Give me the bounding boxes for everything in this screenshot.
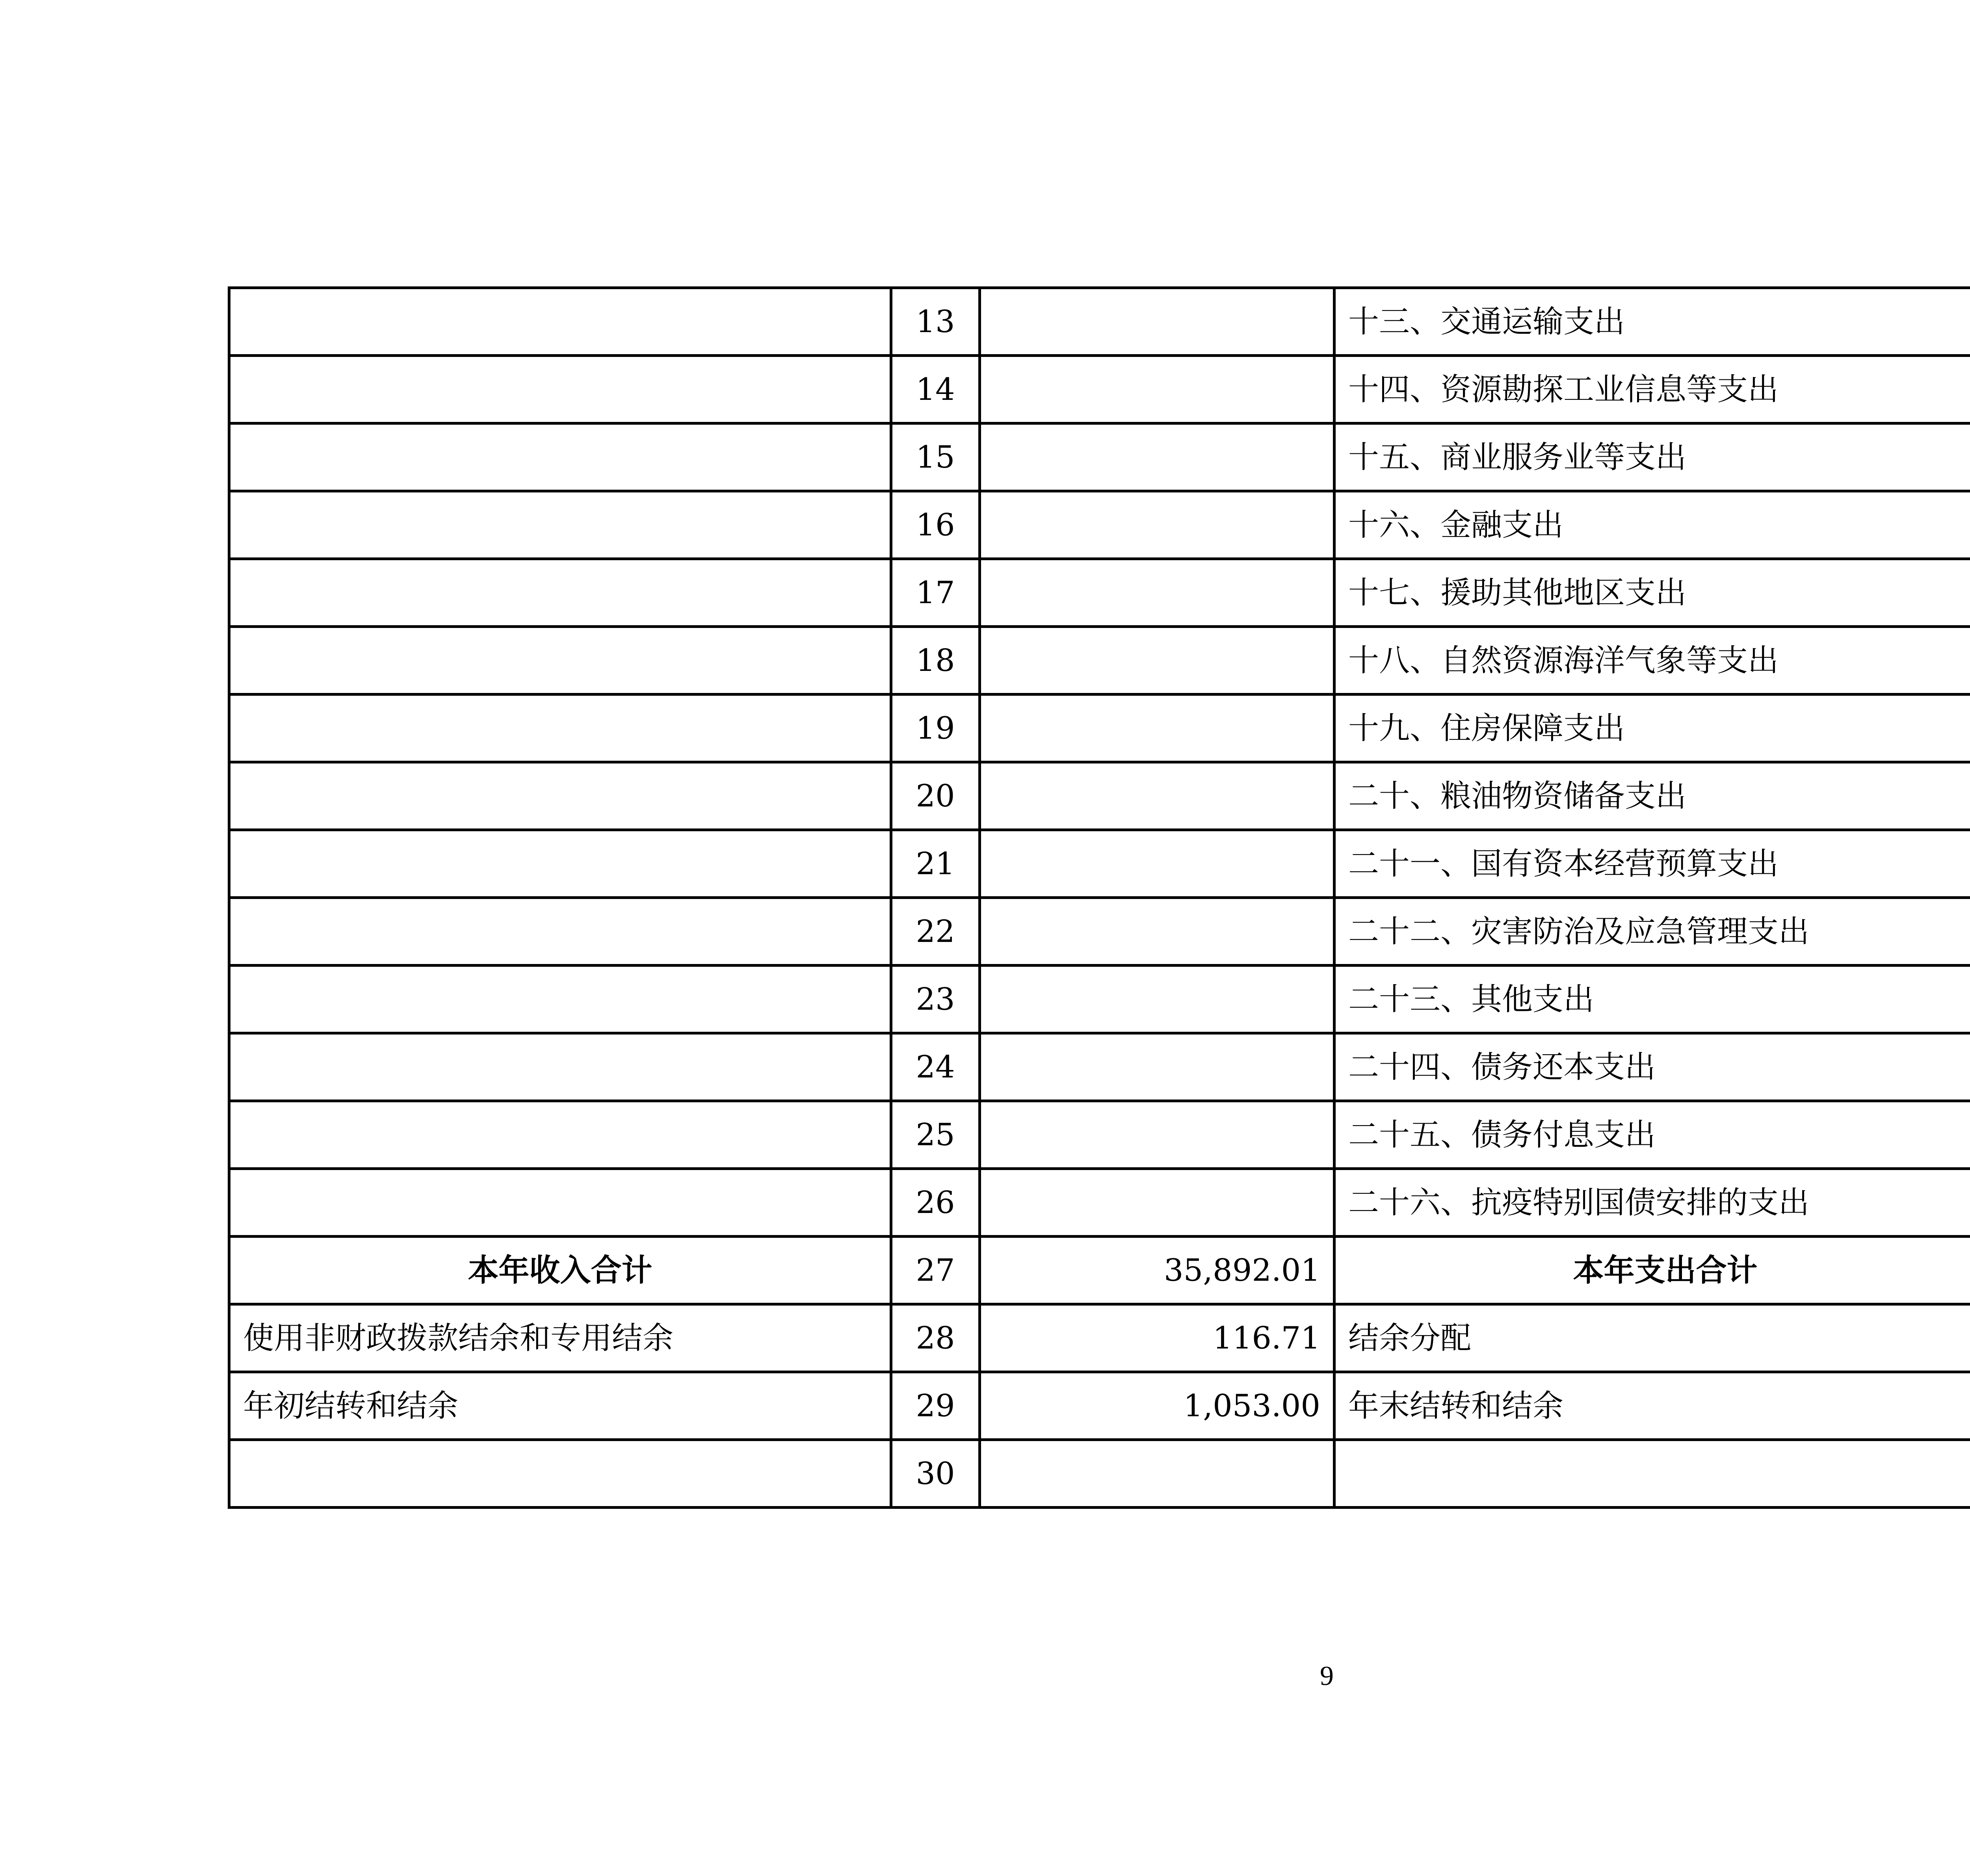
income-line-no-cell: 24 bbox=[891, 1033, 980, 1101]
table-row bbox=[229, 1169, 1970, 1237]
income-amount-cell bbox=[980, 356, 1334, 423]
table-row bbox=[229, 1101, 1970, 1169]
table-row bbox=[229, 559, 1970, 627]
income-line-no-cell: 14 bbox=[891, 356, 980, 423]
income-amount-cell bbox=[980, 1169, 1334, 1237]
income-item-cell bbox=[229, 288, 891, 356]
income-amount-cell bbox=[980, 1033, 1334, 1101]
income-line-no-cell: 19 bbox=[891, 695, 980, 762]
income-line-no-cell: 20 bbox=[891, 762, 980, 830]
expense-item-cell: 二十四、债务还本支出 bbox=[1334, 1033, 1970, 1101]
page-number: 9 bbox=[1320, 1661, 1334, 1691]
income-line-no-cell: 21 bbox=[891, 830, 980, 898]
income-item-cell: 使用非财政拨款结余和专用结余 bbox=[229, 1304, 891, 1372]
expense-item-cell: 十八、自然资源海洋气象等支出 bbox=[1334, 627, 1970, 695]
expense-item-cell: 结余分配 bbox=[1334, 1304, 1970, 1372]
income-line-no-cell: 22 bbox=[891, 898, 980, 966]
expense-item-cell: 十七、援助其他地区支出 bbox=[1334, 559, 1970, 627]
table-row bbox=[229, 695, 1970, 762]
income-line-no-cell: 18 bbox=[891, 627, 980, 695]
income-amount-cell: 116.71 bbox=[980, 1304, 1334, 1372]
income-line-no-cell: 15 bbox=[891, 423, 980, 491]
income-amount-cell bbox=[980, 423, 1334, 491]
table-row bbox=[229, 966, 1970, 1033]
income-line-no-cell: 23 bbox=[891, 966, 980, 1033]
table-row bbox=[229, 288, 1970, 356]
income-amount-cell: 35,892.01 bbox=[980, 1237, 1334, 1304]
income-line-no-cell: 28 bbox=[891, 1304, 980, 1372]
table-row bbox=[229, 1304, 1970, 1372]
table-body bbox=[229, 288, 1970, 1508]
income-amount-cell bbox=[980, 627, 1334, 695]
income-amount-cell bbox=[980, 762, 1334, 830]
income-amount-cell bbox=[980, 1440, 1334, 1508]
expense-item-cell: 二十六、抗疫特别国债安排的支出 bbox=[1334, 1169, 1970, 1237]
income-item-cell bbox=[229, 695, 891, 762]
income-item-cell bbox=[229, 966, 891, 1033]
income-item-cell bbox=[229, 559, 891, 627]
income-line-no-cell: 30 bbox=[891, 1440, 980, 1508]
income-item-cell bbox=[229, 491, 891, 559]
income-amount-cell bbox=[980, 966, 1334, 1033]
income-line-no-cell: 16 bbox=[891, 491, 980, 559]
table-row bbox=[229, 898, 1970, 966]
income-line-no-cell: 26 bbox=[891, 1169, 980, 1237]
income-line-no-cell: 17 bbox=[891, 559, 980, 627]
income-item-cell bbox=[229, 830, 891, 898]
income-line-no-cell: 25 bbox=[891, 1101, 980, 1169]
income-item-cell bbox=[229, 1033, 891, 1101]
income-line-no-cell: 27 bbox=[891, 1237, 980, 1304]
expense-total-label: 本年支出合计 bbox=[1334, 1237, 1970, 1304]
totals-row bbox=[229, 1237, 1970, 1304]
expense-item-cell: 二十一、国有资本经营预算支出 bbox=[1334, 830, 1970, 898]
expense-item-cell: 十三、交通运输支出 bbox=[1334, 288, 1970, 356]
income-item-cell bbox=[229, 762, 891, 830]
expense-item-cell: 二十三、其他支出 bbox=[1334, 966, 1970, 1033]
income-total-label: 本年收入合计 bbox=[229, 1237, 891, 1304]
income-item-cell bbox=[229, 1169, 891, 1237]
expense-item-cell: 十六、金融支出 bbox=[1334, 491, 1970, 559]
income-line-no-cell: 13 bbox=[891, 288, 980, 356]
income-amount-cell bbox=[980, 898, 1334, 966]
income-item-cell bbox=[229, 627, 891, 695]
income-expense-table bbox=[228, 286, 1970, 1509]
income-item-cell: 年初结转和结余 bbox=[229, 1372, 891, 1440]
income-item-cell bbox=[229, 1101, 891, 1169]
expense-item-cell: 十九、住房保障支出 bbox=[1334, 695, 1970, 762]
table-row bbox=[229, 356, 1970, 423]
income-item-cell bbox=[229, 1440, 891, 1508]
expense-item-cell bbox=[1334, 1440, 1970, 1508]
table-row bbox=[229, 830, 1970, 898]
expense-item-cell: 二十五、债务付息支出 bbox=[1334, 1101, 1970, 1169]
table-row bbox=[229, 762, 1970, 830]
table-row bbox=[229, 1372, 1970, 1440]
expense-item-cell: 十五、商业服务业等支出 bbox=[1334, 423, 1970, 491]
income-item-cell bbox=[229, 898, 891, 966]
table-row bbox=[229, 627, 1970, 695]
income-item-cell bbox=[229, 356, 891, 423]
income-line-no-cell: 29 bbox=[891, 1372, 980, 1440]
table-row bbox=[229, 1033, 1970, 1101]
income-amount-cell: 1,053.00 bbox=[980, 1372, 1334, 1440]
income-amount-cell bbox=[980, 1101, 1334, 1169]
table-row bbox=[229, 491, 1970, 559]
expense-item-cell: 年末结转和结余 bbox=[1334, 1372, 1970, 1440]
expense-item-cell: 二十、粮油物资储备支出 bbox=[1334, 762, 1970, 830]
table-row bbox=[229, 423, 1970, 491]
income-amount-cell bbox=[980, 288, 1334, 356]
income-amount-cell bbox=[980, 695, 1334, 762]
expense-item-cell: 十四、资源勘探工业信息等支出 bbox=[1334, 356, 1970, 423]
income-amount-cell bbox=[980, 559, 1334, 627]
table-row bbox=[229, 1440, 1970, 1508]
income-item-cell bbox=[229, 423, 891, 491]
expense-item-cell: 二十二、灾害防治及应急管理支出 bbox=[1334, 898, 1970, 966]
income-amount-cell bbox=[980, 830, 1334, 898]
income-amount-cell bbox=[980, 491, 1334, 559]
